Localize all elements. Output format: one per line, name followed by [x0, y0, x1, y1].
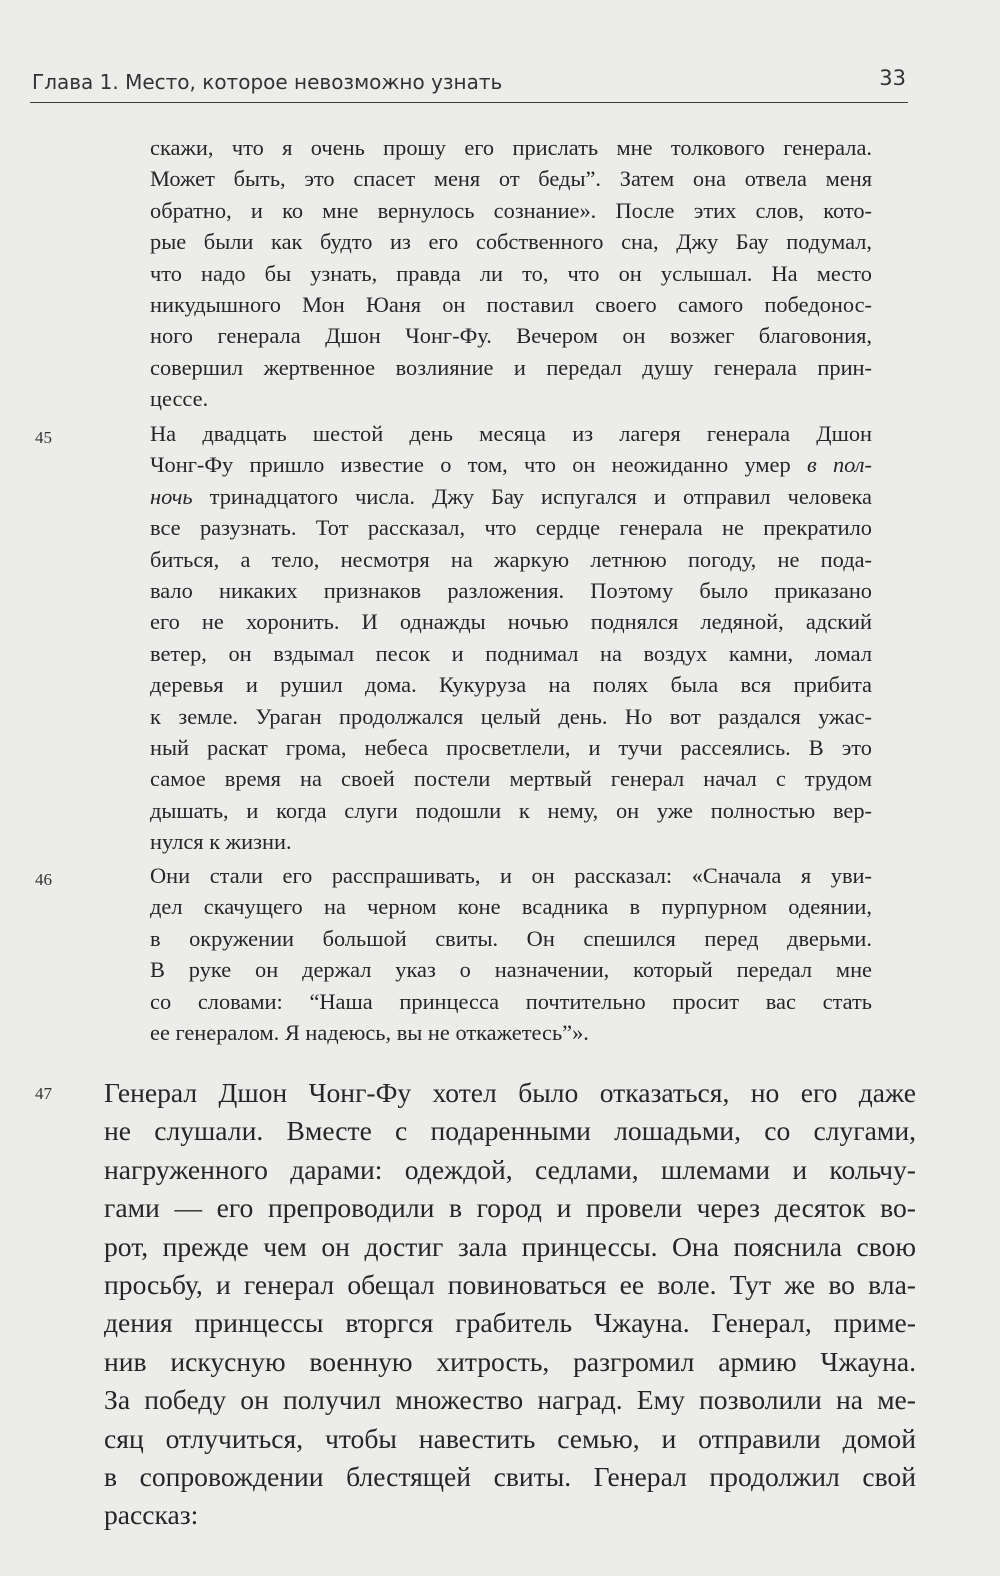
text-line: никудышного Мон Юаня он поставил своего самого победонос-: [150, 292, 872, 318]
paragraph-47: [104, 1074, 916, 1535]
text-line: нив искусную военную хитрость, разгромил армию Чжауна.: [104, 1345, 916, 1377]
text-line: ный раскат грома, небеса просветлели, и тучи рассеялись. В это: [150, 735, 872, 761]
text-line: цессе.: [150, 386, 209, 412]
paragraph-continuation: [150, 132, 872, 415]
text-line: ветер, он вздымал песок и поднимал на воздух камни, ломал: [150, 640, 872, 666]
text-line: не слушали. Вместе с подаренными лошадьми, со слугами,: [104, 1115, 916, 1147]
text-span: тринадцатого числа. Джу Бау испугался и отправил человека: [192, 483, 872, 509]
page-number: 33: [879, 66, 906, 90]
text-line: самое время на своей постели мертвый генерал начал с трудом: [150, 766, 872, 792]
text-line: нагруженного дарами: одеждой, седлами, шлемами и кольчу-: [104, 1153, 916, 1185]
text-line: в окружении большой свиты. Он спешился перед дверьми.: [150, 925, 872, 951]
text-line: дел скачущего на черном коне всадника в пурпурном одеянии,: [150, 894, 872, 920]
text-line: просьбу, и генерал обещал повиноваться ее воле. Тут же во вла-: [104, 1269, 916, 1301]
text-line: [150, 481, 872, 512]
text-line: ее генералом. Я надеюсь, вы не откажетесь”».: [150, 1020, 589, 1046]
text-span: Чонг-Фу пришло известие о том, что он неожиданно умер: [150, 452, 791, 478]
paragraph-46: [150, 860, 872, 1048]
text-line: рые были как будто из его собственного сна, Джу Бау подумал,: [150, 229, 872, 255]
text-line: обратно, и ко мне вернулось сознание». После этих слов, кото-: [150, 197, 872, 223]
text-line: Генерал Дшон Чонг-Фу хотел было отказаться, но его даже: [104, 1077, 916, 1108]
text-line: дения принцессы вторгся грабитель Чжауна. Генерал, приме-: [104, 1307, 916, 1339]
text-line: ного генерала Дшон Чонг-Фу. Вечером он возжег благовония,: [150, 323, 872, 349]
text-line: рассказ:: [104, 1499, 199, 1531]
chapter-title: Глава 1. Место, которое невозможно узнать: [32, 70, 503, 94]
text-line: [150, 449, 872, 480]
text-line: В руке он держал указ о назначении, который передал мне: [150, 957, 872, 983]
text-line: все разузнать. Тот рассказал, что сердце генерала не прекратило: [150, 515, 872, 541]
text-line: нулся к жизни.: [150, 829, 292, 855]
text-line: Они стали его расспрашивать, и он рассказал: «Сначала я уви-: [150, 863, 872, 888]
text-line: На двадцать шестой день месяца из лагеря генерала Дшон: [150, 421, 872, 446]
text-line: За победу он получил множество наград. Ему позволили на ме-: [104, 1384, 916, 1416]
paragraph-number: 46: [35, 870, 52, 889]
italic-span: ночь: [150, 483, 193, 509]
text-line: рот, прежде чем он достиг зала принцессы. Она пояснила свою: [104, 1230, 916, 1262]
text-line: совершил жертвенное возлияние и передал душу генерала прин-: [150, 354, 872, 380]
paragraph-45: [150, 418, 872, 858]
text-line: дышать, и когда слуги подошли к нему, он уже полностью вер-: [150, 797, 872, 823]
paragraph-number: 47: [35, 1084, 52, 1103]
text-line: сяц отлучиться, чтобы навестить семью, и отправили домой: [104, 1422, 916, 1454]
text-line: к земле. Ураган продолжался целый день. Но вот раздался ужас-: [150, 703, 872, 729]
italic-span: в пол-: [806, 452, 872, 478]
paragraph-number: 45: [35, 428, 52, 447]
running-header: [30, 66, 908, 103]
text-line: деревья и рушил дома. Кукуруза на полях была вся прибита: [150, 672, 872, 698]
text-line: биться, а тело, несмотря на жаркую летнюю погоду, не пода-: [150, 546, 872, 572]
text-line: Может быть, это спасет меня от беды”. Затем она отвела меня: [150, 166, 872, 192]
text-line: со словами: “Наша принцесса почтительно просит вас стать: [150, 988, 872, 1014]
text-line: скажи, что я очень прошу его прислать мне толкового генерала.: [150, 135, 872, 160]
text-line: его не хоронить. И однажды ночью поднялся ледяной, адский: [150, 609, 872, 635]
text-line: гами — его препроводили в город и провели через десяток во-: [104, 1192, 916, 1224]
text-line: что надо бы узнать, правда ли то, что он услышал. На место: [150, 260, 872, 286]
text-line: вало никаких признаков разложения. Поэтому было приказано: [150, 578, 872, 604]
text-line: в сопровождении блестящей свиты. Генерал продолжил свой: [104, 1461, 916, 1493]
